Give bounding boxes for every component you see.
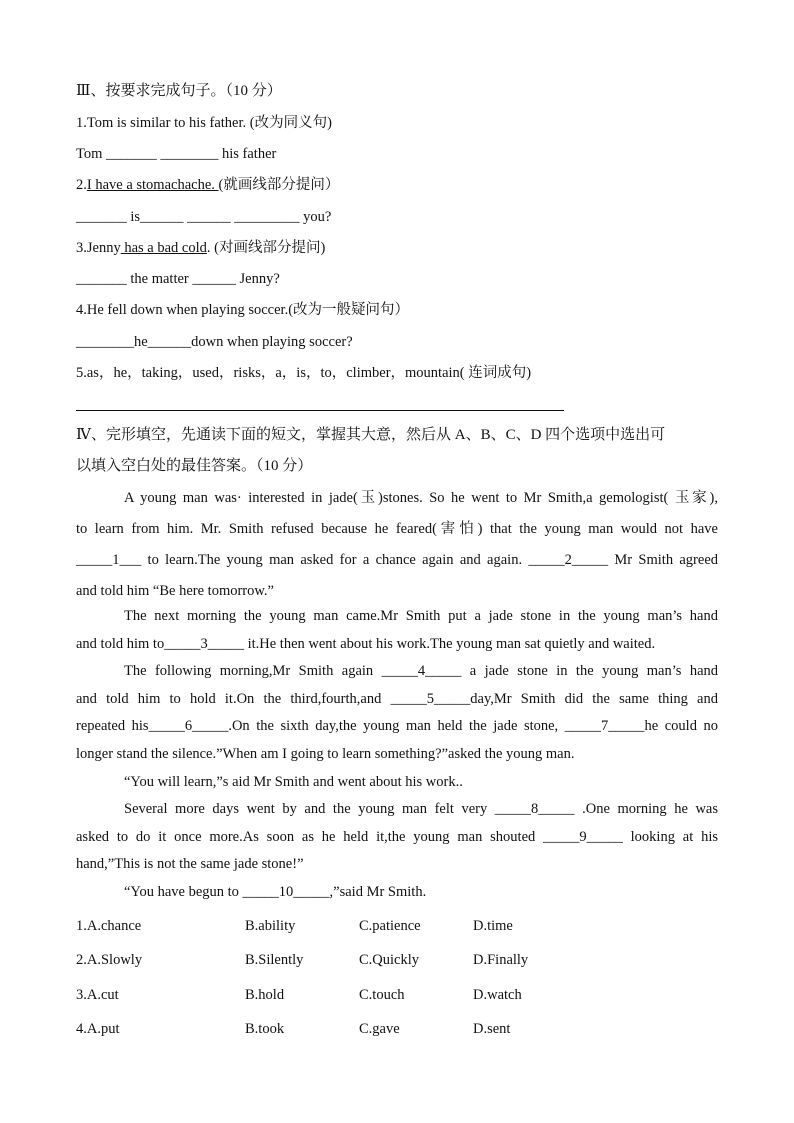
- passage-p3-line-2: and told him to hold it.On the third,fourth,and _____5_____day,Mr Smith did the same thing and: [76, 691, 718, 707]
- passage-p1-line-3: _____1___ to learn.The young man asked for a chance again and again. _____2_____ Mr Smith agreed: [76, 552, 718, 568]
- option-2c: C.Quickly: [359, 952, 420, 968]
- passage-p3-line-1: The following morning,Mr Smith again _____4_____ a jade stone in the young man’s hand: [124, 663, 718, 679]
- question-2-underlined: I have a stomachache.: [86, 177, 219, 193]
- passage-p2-line-1: The next morning the young man came.Mr Smith put a jade stone in the young man’s hand: [124, 608, 718, 624]
- question-3-prefix: 3.Jenny: [76, 240, 121, 256]
- question-3: [76, 239, 325, 257]
- option-1a: 1.A.chance: [76, 918, 142, 934]
- passage-p1-line-4: and told him “Be here tomorrow.”: [76, 583, 274, 599]
- option-2d: D.Finally: [473, 952, 529, 968]
- passage-p3-line-4: longer stand the silence.”When am I going to learn something?”asked the young man.: [76, 746, 575, 762]
- option-2a: 2.A.Slowly: [76, 952, 143, 968]
- option-1c: C.patience: [359, 918, 421, 934]
- passage-p6: “You have begun to _____10_____,”said Mr Smith.: [124, 884, 427, 900]
- option-4b: B.took: [245, 1021, 285, 1037]
- question-4: 4.He fell down when playing soccer.(改为一般疑问句）: [76, 302, 410, 318]
- question-2-prefix: 2.: [76, 177, 87, 193]
- option-1d: D.time: [473, 918, 513, 934]
- passage-p1-line-2: to learn from him. Mr. Smith refused because he feared(害怕) that the young man would not have: [76, 521, 718, 537]
- option-4c: C.gave: [359, 1021, 400, 1037]
- passage-p4: “You will learn,”s aid Mr Smith and went about his work..: [124, 774, 463, 790]
- question-2-answer: _______ is______ ______ _________ you?: [76, 209, 332, 225]
- option-1b: B.ability: [245, 918, 296, 934]
- question-4-answer: ________he______down when playing soccer?: [76, 334, 353, 350]
- answer-line: [76, 410, 564, 411]
- question-3-answer: _______ the matter ______ Jenny?: [76, 271, 280, 287]
- question-3-underlined: has a bad cold: [120, 240, 207, 256]
- question-2: [76, 176, 339, 194]
- question-2-instruction: (就画线部分提问）: [218, 177, 340, 193]
- option-4d: D.sent: [473, 1021, 511, 1037]
- option-3a: 3.A.cut: [76, 987, 119, 1003]
- passage-p5-line-3: hand,”This is not the same jade stone!”: [76, 856, 304, 872]
- question-1-answer: Tom _______ ________ his father: [76, 146, 277, 162]
- option-3b: B.hold: [245, 987, 285, 1003]
- section-4-title-line-1: Ⅳ、完形填空，先通读下面的短文，掌握其大意，然后从 A、B、C、D 四个选项中选出可: [76, 427, 666, 443]
- passage-p3-line-3: repeated his_____6_____.On the sixth day,the young man held the jade stone, _____7_____he could no: [76, 718, 718, 734]
- option-3d: D.watch: [473, 987, 522, 1003]
- passage-p1-line-1: A young man was· interested in jade(玉)stones. So he went to Mr Smith,a gemologist( 玉家),: [124, 490, 718, 506]
- question-5: 5.as，he，taking，used，risks，a，is，to，climber，mountain( 连词成句): [76, 365, 532, 381]
- section-3-title: Ⅲ、按要求完成句子。（10 分）: [76, 83, 282, 99]
- passage-p2-line-2: and told him to_____3_____ it.He then went about his work.The young man sat quietly and waited.: [76, 636, 656, 652]
- passage-p5-line-1: Several more days went by and the young man felt very _____8_____ .One morning he was: [124, 801, 718, 817]
- option-3c: C.touch: [359, 987, 405, 1003]
- section-4-title-line-2: 以填入空白处的最佳答案。（10 分）: [76, 458, 313, 474]
- passage-p5-line-2: asked to do it once more.As soon as he held it,the young man shouted _____9_____ looking at his: [76, 829, 718, 845]
- option-2b: B.Silently: [245, 952, 304, 968]
- option-4a: 4.A.put: [76, 1021, 120, 1037]
- question-1: 1.Tom is similar to his father. (改为同义句): [76, 115, 332, 131]
- question-3-instruction: . (对画线部分提问): [206, 240, 326, 256]
